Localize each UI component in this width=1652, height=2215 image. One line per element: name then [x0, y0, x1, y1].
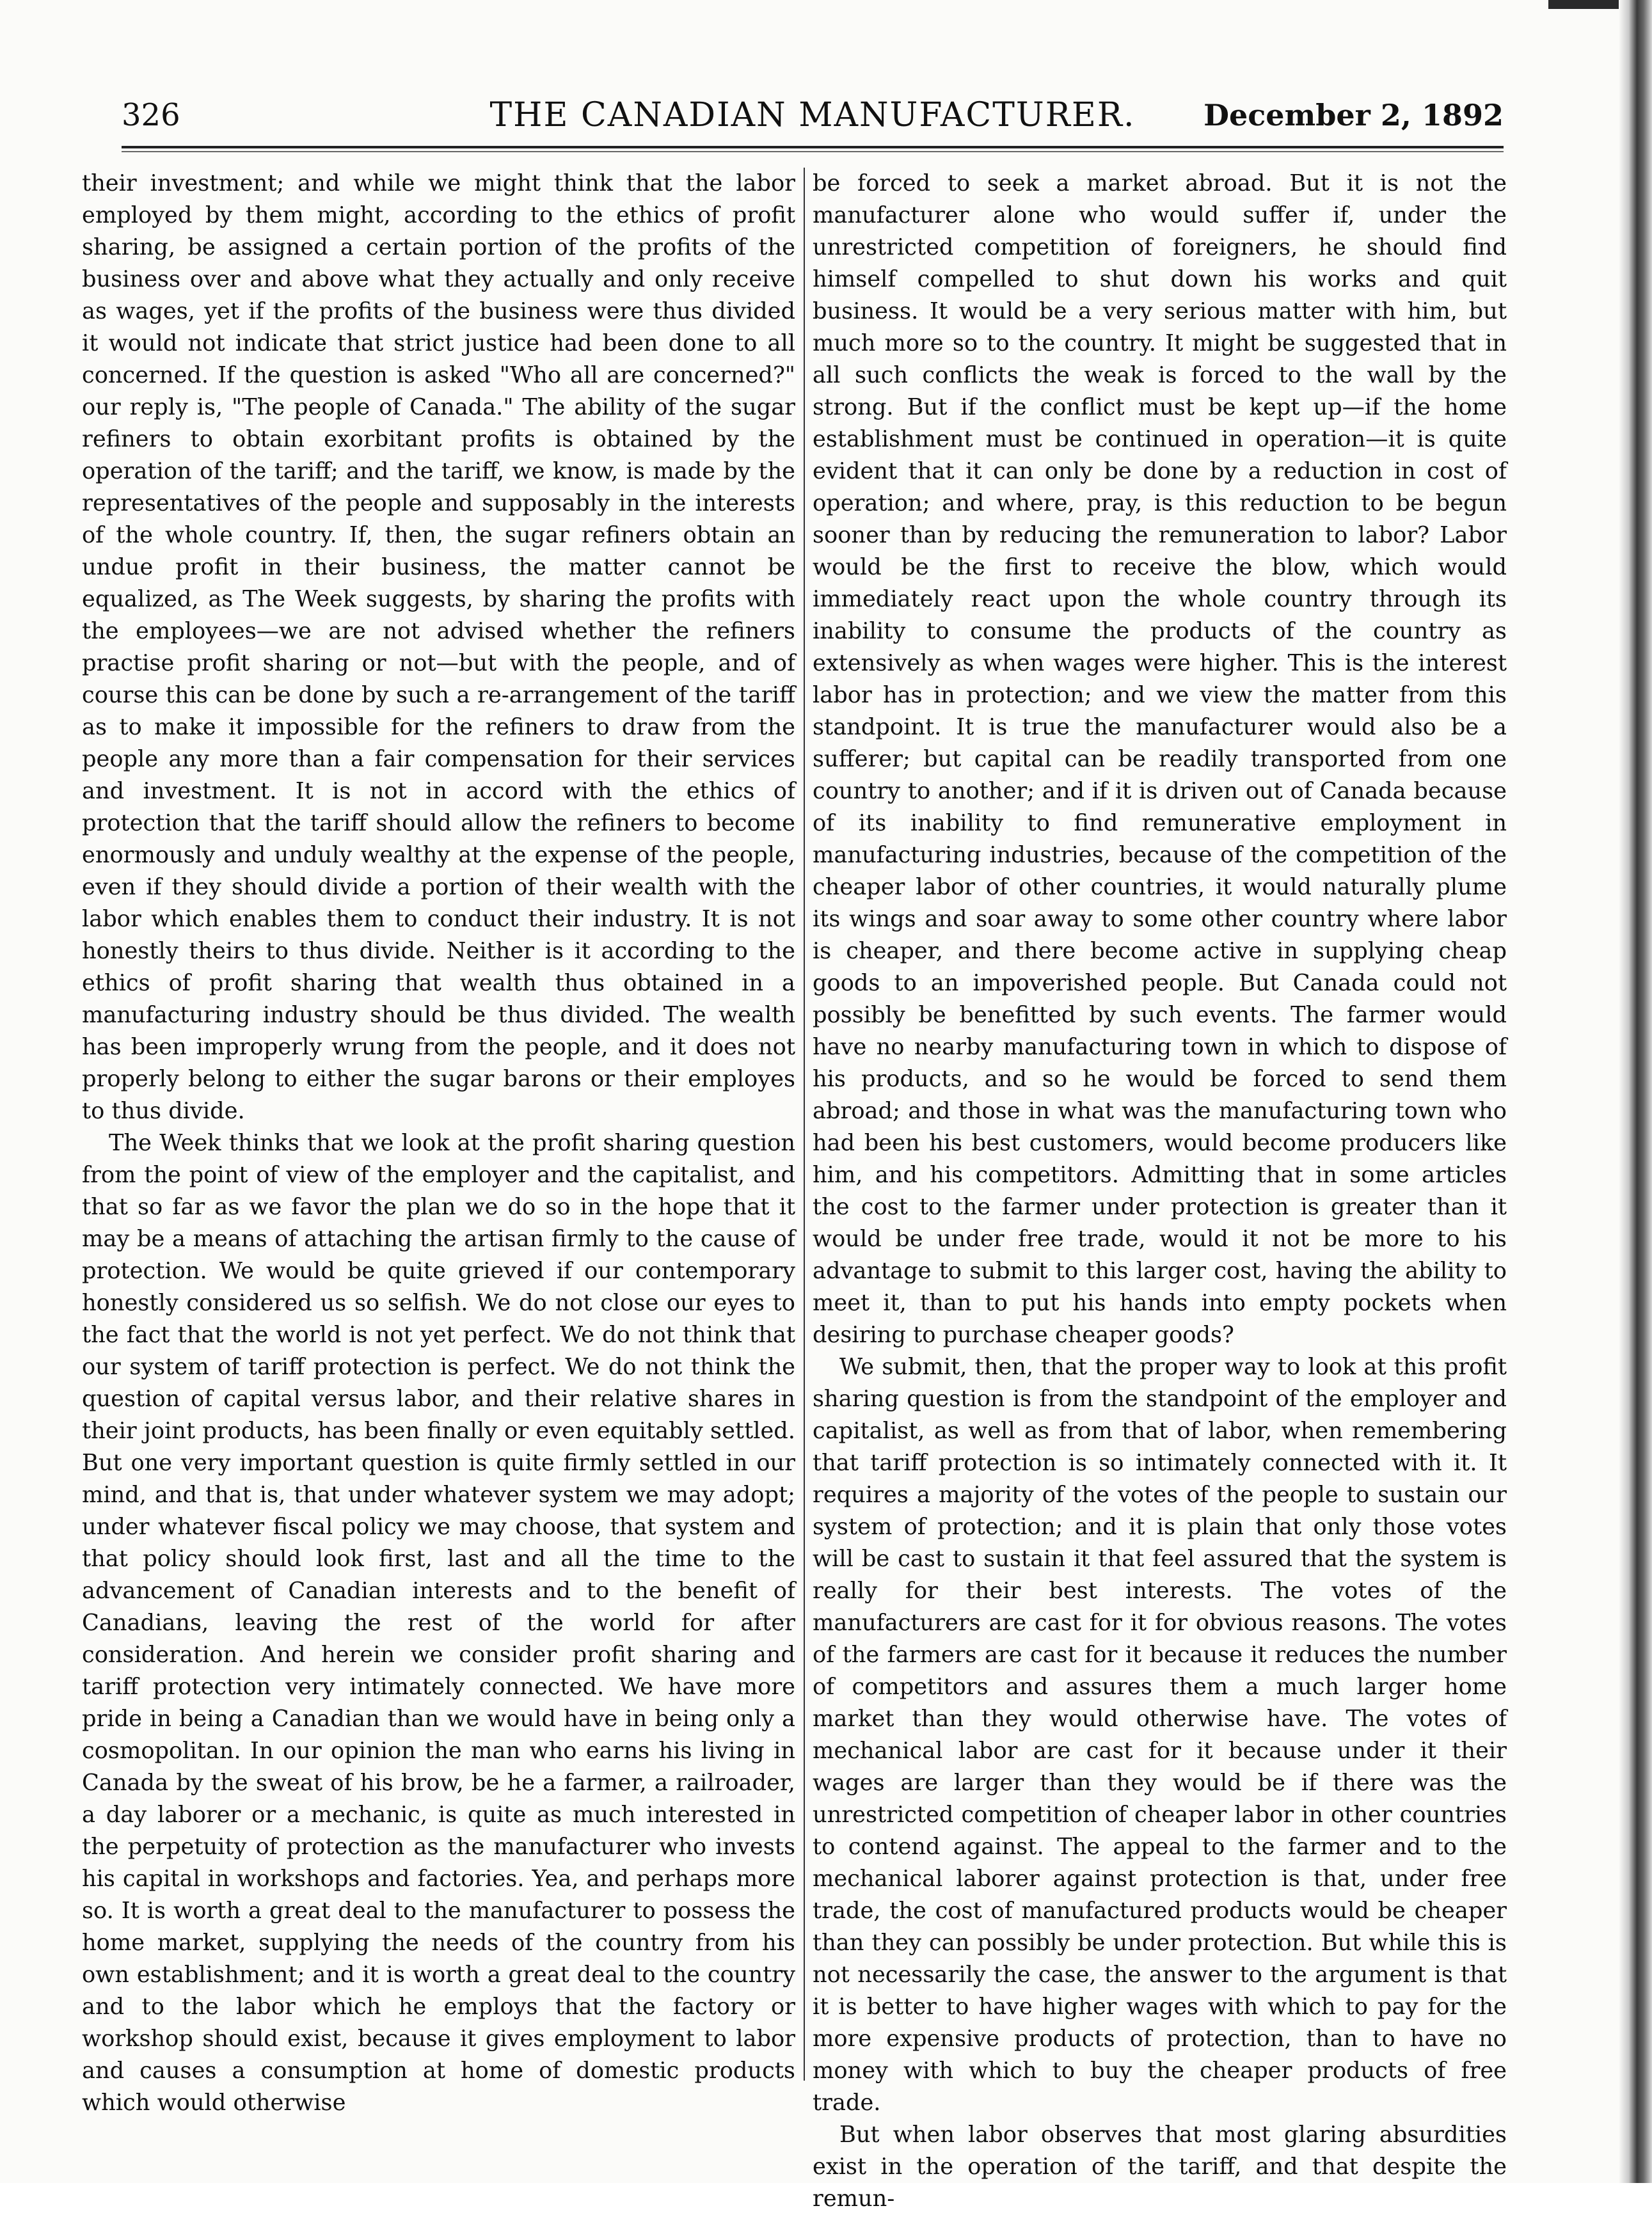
- header-rule: [122, 146, 1504, 148]
- left-column: [82, 168, 795, 2116]
- right-paragraph-1: be forced to seek a market abroad. But it is not the manufacturer alone who would suffer if, under the unrestricted competition of foreigners, he should find himself compelled to shut down his works and quit business. It would be a very serious matter with him, but much more so to the country. It might be suggested that in all such conflicts the weak is forced to the wall by the strong. But if the conflict must be kept up—if the home establishment must be continued in operation—it is quite evident that it can only be done by a reduction in cost of operation; and where, pray, is this reduction to be begun sooner than by reducing the remuneration to labor? Labor would be the first to receive the blow, which would immediately react upon the whole country through its inability to consume the products of the country as extensively as when wages were higher. This is the interest labor has in protection; and we view the matter from this standpoint. It is true the manufacturer would also be a sufferer; but capital can be readily transported from one country to another; and if it is driven out of Canada because of its inability to find remunerative employment in manufacturing industries, because of the competition of the cheaper labor of other countries, it would naturally plume its wings and soar away to some other country where labor is cheaper, and there become active in supplying cheap goods to an impoverished people. But Canada could not possibly be benefitted by such events. The farmer would have no nearby manufacturing town in which to dispose of his products, and so he would be forced to send them abroad; and those in what was the manufacturing town who had been his best customers, would become producers like him, and his competitors. Admitting that in some articles the cost to the farmer under protection is greater than it would be under free trade, would it not be more to his advantage to submit to this larger cost, having the ability to meet it, than to put his hands into empty pockets when desiring to purchase cheaper goods?: [813, 170, 1507, 1348]
- page-header: [122, 90, 1504, 141]
- column-divider: [804, 168, 805, 2081]
- right-column: [813, 168, 1507, 2212]
- scan-edge-binding: [1619, 0, 1652, 2183]
- left-paragraph-2: The Week thinks that we look at the profit sharing question from the point of view of the employer and the capitalist, and that so far as we favor the plan we do so in the hope that it may be a means of attaching the artisan firmly to the cause of protection. We would be quite grieved if our contemporary honestly considered us so selfish. We do not close our eyes to the fact that the world is not yet perfect. We do not think that our system of tariff protection is perfect. We do not think the question of capital versus labor, and their relative shares in their joint products, has been finally or even equitably settled. But one very important question is quite firmly settled in our mind, and that is, that under whatever system we may adopt; under whatever fiscal policy we may choose, that system and that policy should look first, last and all the time to the advancement of Canadian interests and to the benefit of Canadians, leaving the rest of the world for after consideration. And herein we consider profit sharing and tariff protection very intimately connected. We have more pride in being a Canadian than we would have in being only a cosmopolitan. In our opinion the man who earns his living in Canada by the sweat of his brow, be he a farmer, a railroader, a day laborer or a mechanic, is quite as much interested in the perpetuity of protection as the manufacturer who invests his capital in workshops and factories. Yea, and perhaps more so. It is worth a great deal to the manufacturer to possess the home market, supplying the needs of the country from his own establishment; and it is worth a great deal to the country and to the labor which he employs that the factory or workshop should exist, because it gives employment to labor and causes a consumption at home of domestic products which would otherwise: [82, 1130, 795, 2116]
- header-rule-thin: [122, 151, 1504, 152]
- right-paragraph-3: But when labor observes that most glaring absurdities exist in the operation of the tariff, and that despite the remun-: [813, 2122, 1507, 2212]
- issue-date: December 2, 1892: [1203, 98, 1504, 132]
- right-paragraph-2: We submit, then, that the proper way to look at this profit sharing question is from the standpoint of the employer and capitalist, as well as from that of labor, when remembering that tariff protection is so intimately connected with it. It requires a majority of the votes of the people to sustain our system of protection; and it is plain that only those votes will be cast to sustain it that feel assured that the system is really for their best interests. The votes of the manufacturers are cast for it for obvious reasons. The votes of the farmers are cast for it because it reduces the number of competitors and assures them a much larger home market than they would otherwise have. The votes of mechanical labor are cast for it because under it their wages are larger than they would be if there was the unrestricted competition of cheaper labor in other countries to contend against. The appeal to the farmer and to the mechanical laborer against protection is that, under free trade, the cost of manufactured products would be cheaper than they can possibly be under protection. But while this is not necessarily the case, the answer to the argument is that it is better to have higher wages with which to pay for the more expensive products of protection, than to have no money with which to buy the cheaper products of free trade.: [813, 1354, 1507, 2116]
- masthead-title: THE CANADIAN MANUFACTURER.: [489, 96, 1136, 134]
- page-number: 326: [122, 97, 180, 133]
- left-paragraph-1: their investment; and while we might think that the labor employed by them might, according to the ethics of profit sharing, be assigned a certain portion of the profits of the business over and above what they actually and only receive as wages, yet if the profits of the business were thus divided it would not indicate that strict justice had been done to all concerned. If the question is asked "Who all are concerned?" our reply is, "The people of Canada." The ability of the sugar refiners to obtain exorbitant profits is obtained by the operation of the tariff; and the tariff, we know, is made by the representatives of the people and supposably in the interests of the whole country. If, then, the sugar refiners obtain an undue profit in their business, the matter cannot be equalized, as The Week suggests, by sharing the profits with the employees—we are not advised whether the refiners practise profit sharing or not—but with the people, and of course this can be done by such a re-arrangement of the tariff as to make it impossible for the refiners to draw from the people any more than a fair compensation for their services and investment. It is not in accord with the ethics of protection that the tariff should allow the refiners to become enormously and unduly wealthy at the expense of the people, even if they should divide a portion of their wealth with the labor which enables them to conduct their industry. It is not honestly theirs to thus divide. Neither is it according to the ethics of profit sharing that wealth thus obtained in a manufacturing industry should be thus divided. The wealth has been improperly wrung from the people, and it does not properly belong to either the sugar barons or their employes to thus divide.: [82, 170, 795, 1124]
